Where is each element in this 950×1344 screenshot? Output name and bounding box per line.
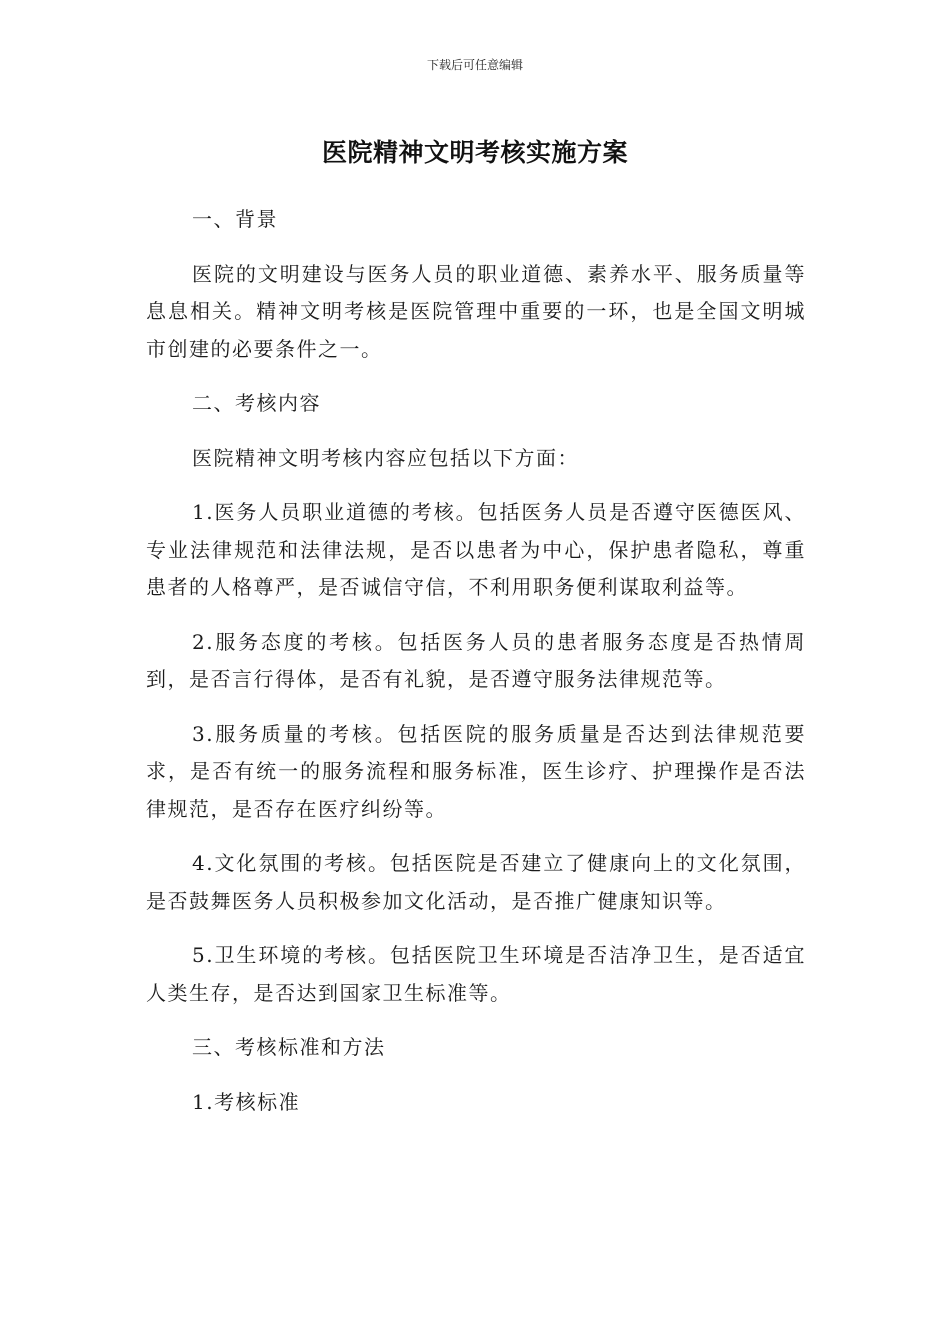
paragraph-content-intro: 医院精神文明考核内容应包括以下方面： bbox=[192, 445, 579, 470]
list-item-service-attitude: 2.服务态度的考核。包括医务人员的患者服务态度是否热情周到，是否言行得体，是否有礼貌，是否遵守服务法律规范等。 bbox=[146, 629, 806, 691]
document-body bbox=[146, 201, 806, 1138]
list-item-hygiene: 5.卫生环境的考核。包括医院卫生环境是否洁净卫生，是否适宜人类生存，是否达到国家卫生标准等。 bbox=[146, 943, 806, 1005]
list-item-culture: 4.文化氛围的考核。包括医院是否建立了健康向上的文化氛围，是否鼓舞医务人员积极参加文化活动，是否推广健康知识等。 bbox=[146, 851, 806, 913]
list-item-ethics: 1.医务人员职业道德的考核。包括医务人员是否遵守医德医风、专业法律规范和法律法规，是否以患者为中心，保护患者隐私，尊重患者的人格尊严，是否诚信守信，不利用职务便利谋取利益等。 bbox=[146, 500, 806, 599]
document-title: 医院精神文明考核实施方案 bbox=[321, 138, 628, 167]
list-item-service-quality: 3.服务质量的考核。包括医院的服务质量是否达到法律规范要求，是否有统一的服务流程和服务标准，医生诊疗、护理操作是否法律规范，是否存在医疗纠纷等。 bbox=[146, 721, 806, 821]
subheading-standards: 1.考核标准 bbox=[192, 1089, 301, 1114]
paragraph-background: 医院的文明建设与医务人员的职业道德、素养水平、服务质量等息息相关。精神文明考核是医院管理中重要的一环，也是全国文明城市创建的必要条件之一。 bbox=[146, 261, 806, 361]
page-header-note: 下载后可任意编辑 bbox=[426, 58, 523, 72]
section-heading-standards: 三、考核标准和方法 bbox=[192, 1035, 386, 1059]
section-heading-content: 二、考核内容 bbox=[192, 391, 321, 415]
section-heading-background: 一、背景 bbox=[192, 207, 278, 231]
